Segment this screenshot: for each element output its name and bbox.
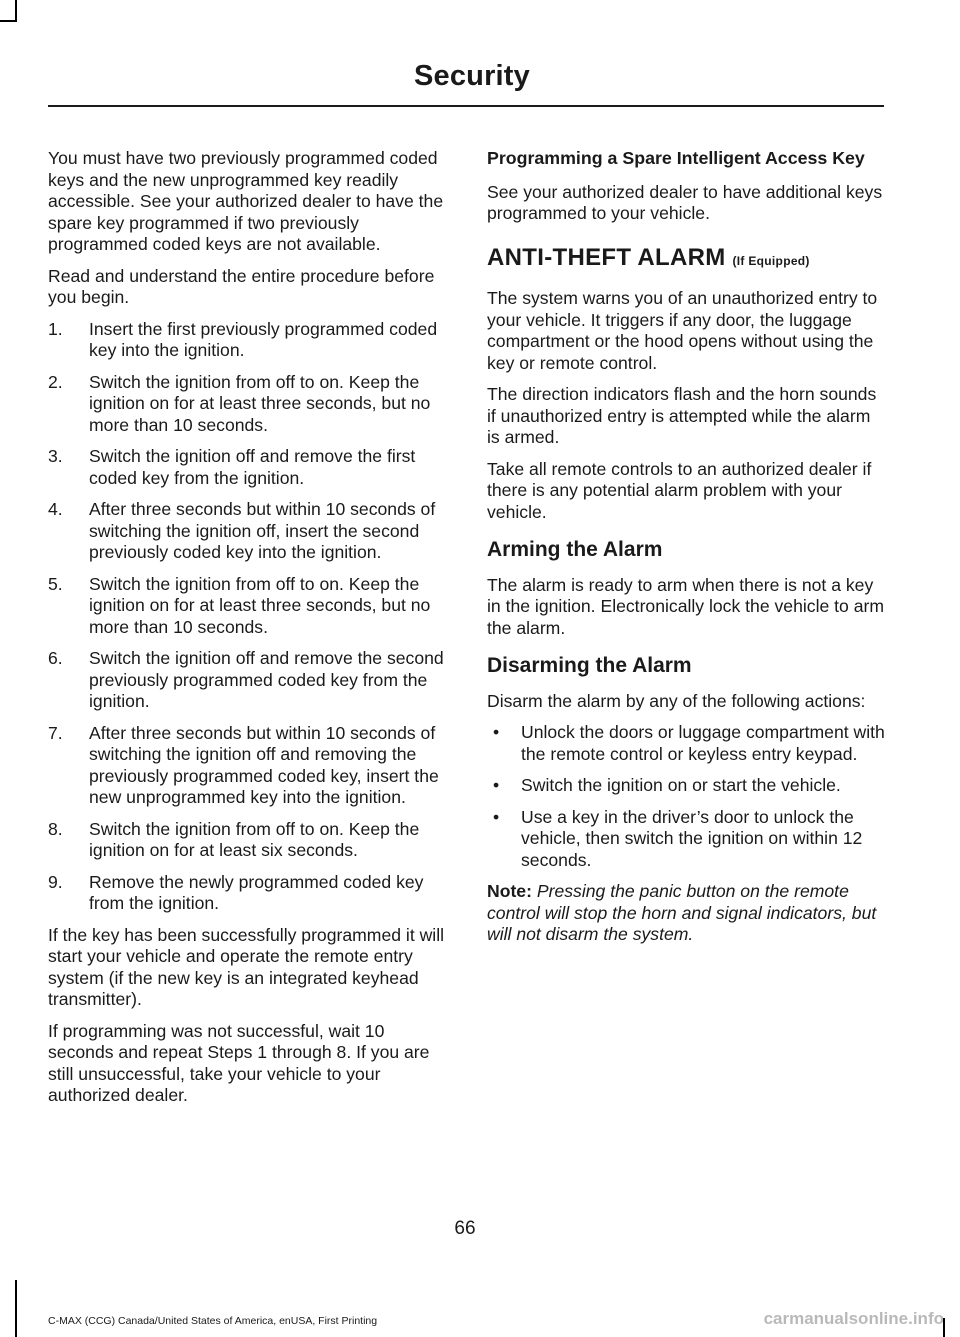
failure-paragraph: If programming was not successful, wait 10 seconds and repeat Steps 1 through 8. If you are still unsuccessful, take your vehicle to your authorized dealer. (48, 1020, 430, 1105)
step-text: Switch the ignition off and remove the second previously programmed coded key from the ignition. (89, 648, 444, 711)
list-item-text: Switch the ignition on or start the vehicle. (521, 775, 841, 795)
step-item (48, 819, 446, 862)
crop-mark (0, 20, 17, 22)
step-number: 8. (48, 818, 63, 839)
bullet-icon: • (493, 722, 500, 742)
step-item (48, 499, 446, 564)
note-text: Pressing the panic button on the remote control will stop the horn and signal indicators, but will not disarm the system. (487, 881, 877, 944)
step-item (48, 574, 446, 639)
step-item (48, 372, 446, 437)
spare-key-paragraph: See your authorized dealer to have additional keys programmed to your vehicle. (487, 181, 883, 223)
step-number: 6. (48, 648, 63, 668)
step-text: After three seconds but within 10 seconds of switching the ignition off, insert the second previously coded key into the ignition. (89, 499, 436, 562)
header-rule (48, 105, 884, 107)
edition-footer: C-MAX (CCG) Canada/United States of America, enUSA, First Printing (48, 1315, 378, 1327)
list-item-text: Unlock the doors or luggage compartment with the remote control or keyless entry keypad. (521, 722, 885, 764)
alarm-heading-text: ANTI-THEFT ALARM (487, 243, 726, 271)
step-text: Remove the newly programmed coded key from the ignition. (89, 871, 424, 913)
left-column (48, 148, 446, 1117)
step-text: Switch the ignition from off to on. Keep the ignition on for at least six seconds. (89, 818, 420, 860)
step-number: 3. (48, 446, 63, 466)
bullet-icon: • (493, 806, 500, 827)
alarm-heading (487, 243, 885, 273)
step-text: Insert the first previously programmed coded key into the ignition. (89, 318, 438, 360)
crop-mark (15, 1280, 17, 1337)
right-column (487, 148, 885, 956)
step-text: Switch the ignition from off to on. Keep the ignition on for at least three seconds, but no more than 10 seconds. (89, 371, 431, 435)
list-item (487, 807, 885, 872)
alarm-paragraph: The direction indicators flash and the horn sounds if unauthorized entry is attempted while the alarm is armed. (487, 384, 877, 447)
note-label: Note: (487, 881, 532, 901)
list-item (487, 775, 885, 797)
page-title: Security (413, 60, 530, 92)
step-item (48, 872, 446, 915)
disarming-intro: Disarm the alarm by any of the following actions: (487, 690, 866, 711)
disarm-actions-list (487, 722, 885, 871)
step-item (48, 446, 446, 489)
step-item (48, 723, 446, 809)
bullet-icon: • (493, 775, 500, 795)
step-item (48, 648, 446, 713)
crop-mark (15, 0, 17, 20)
watermark: carmanualsonline.info (763, 1309, 944, 1328)
arming-paragraph: The alarm is ready to arm when there is not a key in the ignition. Electronically lock the vehicle to arm the alarm. (487, 574, 885, 638)
programming-steps (48, 319, 446, 915)
step-text: Switch the ignition off and remove the first coded key from the ignition. (89, 446, 416, 488)
spare-key-heading: Programming a Spare Intelligent Access Key (487, 148, 865, 168)
step-number: 2. (48, 371, 63, 392)
step-number: 5. (48, 573, 63, 594)
note-paragraph (487, 881, 885, 946)
intro-paragraph: You must have two previously programmed coded keys and the new unprogrammed key readily accessible. See your authorized dealer to have the spare key programmed if two previously programmed coded keys are not available. (48, 148, 444, 254)
success-paragraph: If the key has been successfully programmed it will start your vehicle and operate the remote entry system (if the new key is an integrated keyhead transmitter). (48, 924, 445, 1009)
if-equipped-tag: (If Equipped) (732, 253, 810, 268)
disarming-heading: Disarming the Alarm (487, 654, 692, 677)
step-item (48, 319, 446, 362)
alarm-paragraph: The system warns you of an unauthorized entry to your vehicle. It triggers if any door, the luggage compartment or the hood opens without using the key or remote control. (487, 288, 878, 373)
step-text: Switch the ignition from off to on. Keep the ignition on for at least three seconds, but no more than 10 seconds. (89, 573, 431, 637)
page-number: 66 (454, 1218, 476, 1239)
step-number: 4. (48, 499, 63, 519)
step-number: 1. (48, 318, 63, 339)
list-item (487, 722, 885, 765)
read-first-paragraph: Read and understand the entire procedure before you begin. (48, 265, 435, 307)
step-number: 7. (48, 722, 63, 743)
arming-heading: Arming the Alarm (487, 538, 663, 561)
alarm-paragraph: Take all remote controls to an authorized dealer if there is any potential alarm problem with your vehicle. (487, 458, 872, 522)
list-item-text: Use a key in the driver’s door to unlock the vehicle, then switch the ignition on within 12 seconds. (521, 806, 863, 870)
step-number: 9. (48, 871, 63, 892)
step-text: After three seconds but within 10 seconds of switching the ignition off and removing the previously programmed coded key, insert the new unprogrammed key into the ignition. (89, 722, 439, 807)
